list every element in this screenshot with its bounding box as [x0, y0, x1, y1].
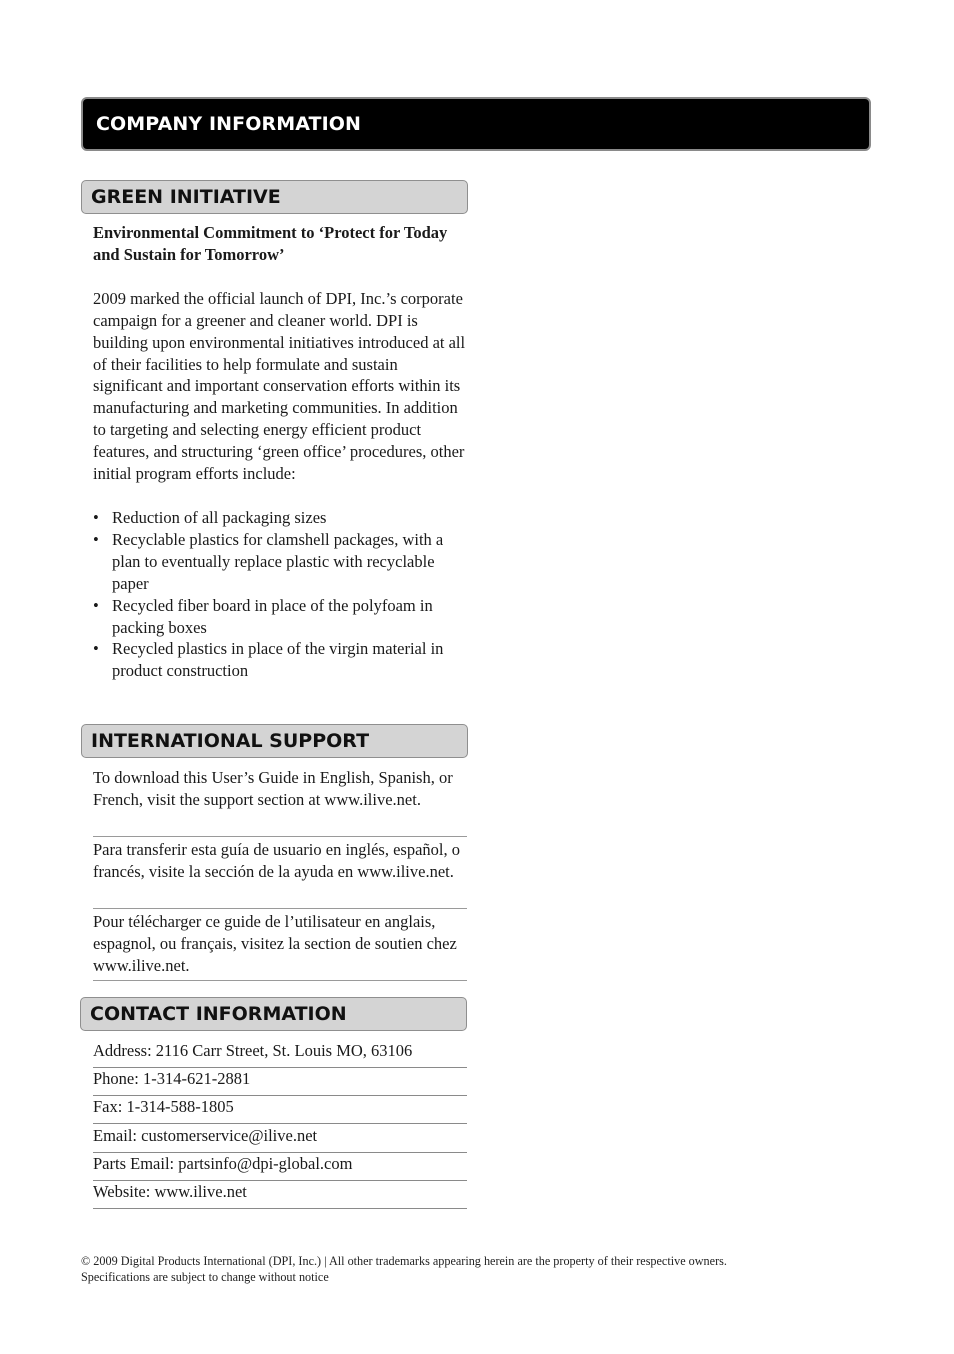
banner-title: COMPANY INFORMATION [96, 113, 362, 135]
contact-fax: Fax: 1-314-588-1805 [93, 1096, 467, 1124]
green-initiative-bullet-list [93, 507, 469, 682]
green-initiative-title: GREEN INITIATIVE [91, 186, 281, 208]
contact-information-title: CONTACT INFORMATION [90, 1003, 347, 1025]
green-initiative-header [81, 180, 468, 214]
support-english-text: To download this User’s Guide in English, Spanish, or French, visit the support section at www.ilive.net. [93, 767, 467, 837]
support-french-text: Pour télécharger ce guide de l’utilisateur en anglais, espagnol, ou français, visitez la section de soutien chez www.ilive.net. [93, 909, 467, 981]
support-spanish-text: Para transferir esta guía de usuario en inglés, español, o francés, visite la sección de la ayuda en www.ilive.net. [93, 837, 467, 909]
international-support-title: INTERNATIONAL SUPPORT [91, 730, 370, 752]
footer [81, 1253, 931, 1285]
contact-parts-email: Parts Email: partsinfo@dpi-global.com [93, 1153, 467, 1181]
contact-address: Address: 2116 Carr Street, St. Louis MO, 63106 [93, 1040, 467, 1068]
green-initiative-paragraph: 2009 marked the official launch of DPI, Inc.’s corporate campaign for a greener and cleaner world. DPI is building upon environmental initiatives introduced at all of their facilities to help formulate and sustain significant and important conservation efforts within its manufacturing and marketing communities. In addition to targeting and selecting energy efficient product features, and structuring ‘green office’ procedures, other initial program efforts include: [93, 288, 466, 484]
international-support-header [81, 724, 468, 758]
bullet-item: • Reduction of all packaging sizes [93, 507, 469, 529]
contact-information-header [80, 997, 467, 1031]
bullet-item: • Recycled fiber board in place of the polyfoam in packing boxes [93, 595, 469, 639]
contact-website: Website: www.ilive.net [93, 1181, 467, 1209]
bullet-item: • Recyclable plastics for clamshell packages, with a plan to eventually replace plastic with recyclable paper [93, 529, 469, 595]
footer-copyright: © 2009 Digital Products International (DPI, Inc.) | All other trademarks appearing herein are the property of their respective owners. [81, 1254, 727, 1268]
footer-disclaimer: Specifications are subject to change without notice [81, 1270, 329, 1284]
bullet-item: • Recycled plastics in place of the virgin material in product construction [93, 638, 469, 682]
company-information-banner [81, 97, 871, 151]
contact-phone: Phone: 1-314-621-2881 [93, 1068, 467, 1096]
contact-email: Email: customerservice@ilive.net [93, 1125, 467, 1153]
green-initiative-subtitle: Environmental Commitment to ‘Protect for Today and Sustain for Tomorrow’ [93, 223, 448, 264]
international-support-body [93, 767, 467, 981]
green-initiative-body [93, 222, 469, 682]
